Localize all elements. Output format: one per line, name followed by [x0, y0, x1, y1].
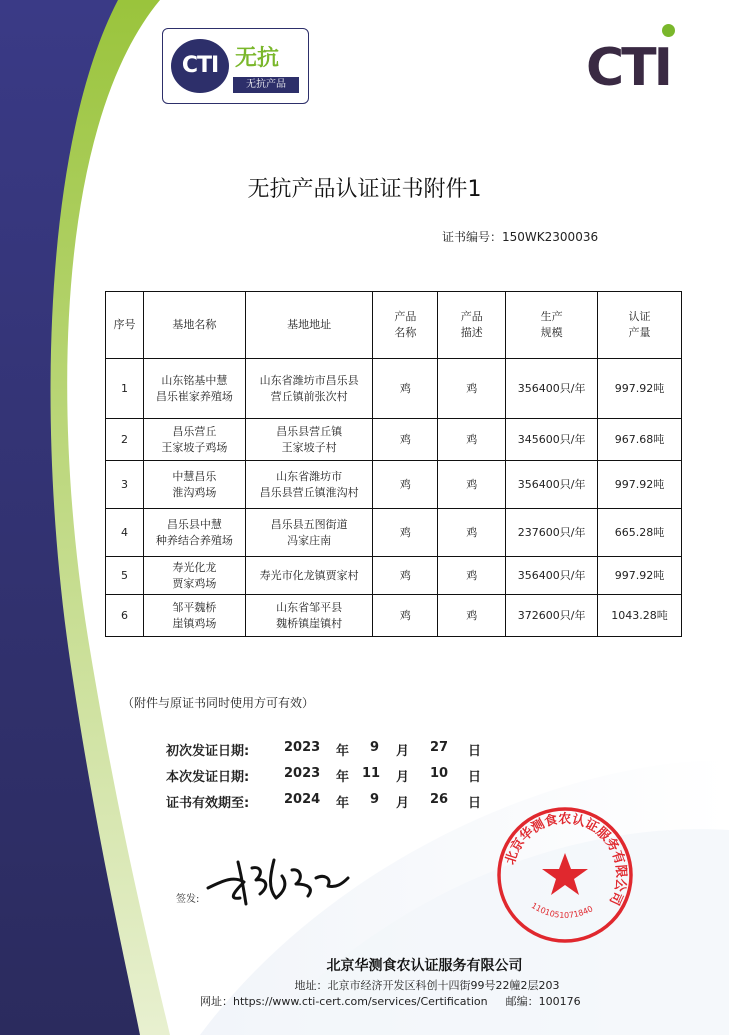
- column-header: 认证 产量: [598, 292, 682, 359]
- base-name: 寿光化龙 贾家鸡场: [143, 557, 245, 595]
- date-day: 10: [430, 766, 449, 781]
- product-desc: 鸡: [438, 595, 506, 637]
- product-name: 鸡: [373, 419, 438, 461]
- company-seal: [495, 805, 635, 945]
- product-desc: 鸡: [438, 461, 506, 509]
- production-scale: 345600只/年: [506, 419, 598, 461]
- table-row: [106, 595, 682, 637]
- footer-postcode: 邮编：100176: [505, 995, 581, 1008]
- product-desc: 鸡: [438, 359, 506, 419]
- product-name: 鸡: [373, 359, 438, 419]
- product-desc: 鸡: [438, 557, 506, 595]
- date-day: 26: [430, 792, 449, 807]
- base-address: 山东省潍坊市昌乐县 营丘镇前张次村: [245, 359, 373, 419]
- date-row: [166, 766, 506, 792]
- date-row: [166, 740, 506, 766]
- issue-dates: [166, 740, 506, 818]
- month-unit: 月: [396, 744, 410, 759]
- date-year: 2024: [284, 792, 321, 807]
- column-header: 生产 规模: [506, 292, 598, 359]
- row-number: 2: [106, 419, 144, 461]
- day-unit: 日: [468, 770, 482, 785]
- year-unit: 年: [336, 770, 350, 785]
- seal-star-icon: [542, 853, 588, 895]
- footer-address: 地址：北京市经济开发区科创十四街99号22幢2层203: [294, 979, 560, 992]
- date-label: 初次发证日期:: [166, 744, 250, 759]
- table-row: [106, 509, 682, 557]
- day-unit: 日: [468, 796, 482, 811]
- product-name: 鸡: [373, 557, 438, 595]
- table-row: [106, 359, 682, 419]
- seal-code: 1101051071840: [529, 901, 595, 921]
- logo-wukang-text: 无抗: [235, 46, 280, 71]
- sign-label: 签发:: [176, 894, 200, 905]
- footer-organization: 北京华测食农认证服务有限公司: [326, 958, 523, 974]
- date-day: 27: [430, 740, 449, 755]
- column-header: 产品 描述: [438, 292, 506, 359]
- date-month: 11: [362, 766, 381, 781]
- certificate-number: [442, 228, 598, 245]
- certified-output: 665.28吨: [598, 509, 682, 557]
- base-address: 昌乐县五图街道 冯家庄南: [245, 509, 373, 557]
- date-label: 证书有效期至:: [166, 796, 250, 811]
- table-row: [106, 419, 682, 461]
- base-address: 昌乐县营丘镇 王家坡子村: [245, 419, 373, 461]
- certified-output: 1043.28吨: [598, 595, 682, 637]
- brand-dot: [662, 24, 675, 37]
- date-month: 9: [370, 792, 380, 807]
- row-number: 3: [106, 461, 144, 509]
- footer-website: 网址：https://www.cti-cert.com/services/Certification: [200, 995, 488, 1008]
- base-name: 中慧昌乐 淮沟鸡场: [143, 461, 245, 509]
- date-month: 9: [370, 740, 380, 755]
- seal-text: 北京华测食农认证服务有限公司: [503, 811, 629, 908]
- year-unit: 年: [336, 796, 350, 811]
- base-name: 山东铭基中慧 昌乐崔家养殖场: [143, 359, 245, 419]
- product-desc: 鸡: [438, 419, 506, 461]
- base-name: 邹平魏桥 崖镇鸡场: [143, 595, 245, 637]
- product-name: 鸡: [373, 595, 438, 637]
- table-row: [106, 461, 682, 509]
- certified-output: 997.92吨: [598, 359, 682, 419]
- svg-text:1101051071840: [530, 901, 595, 920]
- cti-logo-circle: [171, 39, 229, 93]
- cti-brand-logo: CTI: [586, 38, 670, 98]
- row-number: 6: [106, 595, 144, 637]
- product-name: 鸡: [373, 461, 438, 509]
- certified-output: 997.92吨: [598, 461, 682, 509]
- base-address: 山东省潍坊市 昌乐县营丘镇淮沟村: [245, 461, 373, 509]
- table-body: [106, 359, 682, 637]
- column-header: 产品 名称: [373, 292, 438, 359]
- signature-image: [204, 848, 354, 908]
- month-unit: 月: [396, 796, 410, 811]
- production-scale: 356400只/年: [506, 359, 598, 419]
- footer-web-row: [200, 993, 581, 1009]
- cert-no-value: 150WK2300036: [502, 230, 599, 244]
- base-name: 昌乐县中慧 种养结合养殖场: [143, 509, 245, 557]
- cti-wukang-logo: [162, 28, 309, 104]
- production-scale: 356400只/年: [506, 461, 598, 509]
- column-header: 基地名称: [143, 292, 245, 359]
- certified-output: 997.92吨: [598, 557, 682, 595]
- row-number: 4: [106, 509, 144, 557]
- base-table: [105, 291, 682, 637]
- production-scale: 237600只/年: [506, 509, 598, 557]
- base-address: 寿光市化龙镇贾家村: [245, 557, 373, 595]
- base-address: 山东省邹平县 魏桥镇崖镇村: [245, 595, 373, 637]
- logo-tag: 无抗产品: [233, 77, 299, 93]
- table-header-row: [106, 292, 682, 359]
- date-year: 2023: [284, 766, 321, 781]
- column-header: 基地地址: [245, 292, 373, 359]
- base-name: 昌乐营丘 王家坡子鸡场: [143, 419, 245, 461]
- page-title: 无抗产品认证证书附件1: [247, 177, 482, 202]
- month-unit: 月: [396, 770, 410, 785]
- certified-output: 967.68吨: [598, 419, 682, 461]
- row-number: 1: [106, 359, 144, 419]
- date-year: 2023: [284, 740, 321, 755]
- year-unit: 年: [336, 744, 350, 759]
- date-row: [166, 792, 506, 818]
- validity-note: （附件与原证书同时使用方可有效）: [122, 696, 315, 710]
- product-desc: 鸡: [438, 509, 506, 557]
- day-unit: 日: [468, 744, 482, 759]
- table-row: [106, 557, 682, 595]
- production-scale: 372600只/年: [506, 595, 598, 637]
- column-header: 序号: [106, 292, 144, 359]
- logo-circle-text: CTI: [181, 53, 219, 78]
- production-scale: 356400只/年: [506, 557, 598, 595]
- date-label: 本次发证日期:: [166, 770, 250, 785]
- row-number: 5: [106, 557, 144, 595]
- product-name: 鸡: [373, 509, 438, 557]
- cert-no-label: 证书编号：: [442, 230, 503, 244]
